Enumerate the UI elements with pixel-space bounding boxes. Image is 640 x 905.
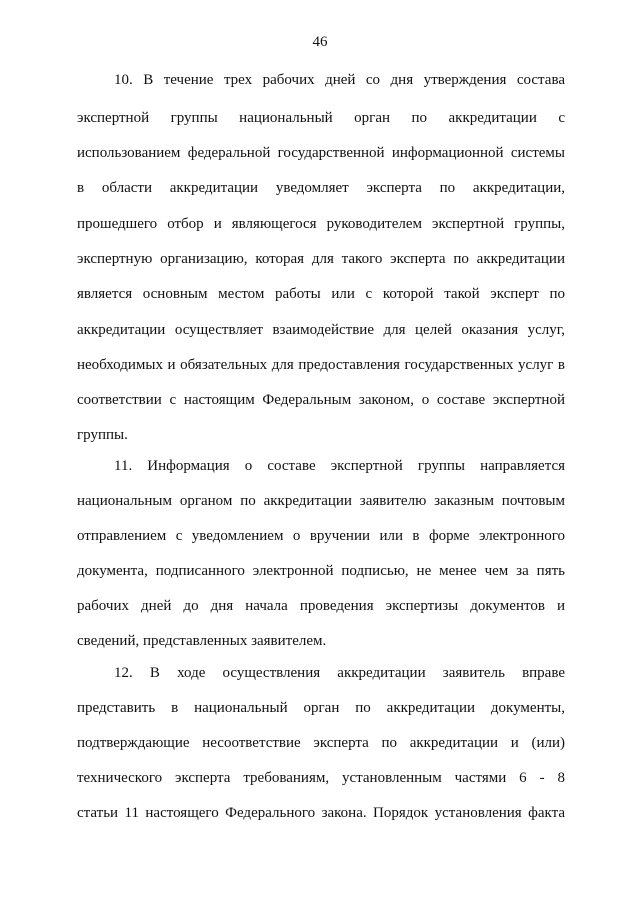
text-line: подтверждающие несоответствие эксперта по аккредитации и (или) <box>77 735 565 751</box>
text-line: 12. В ходе осуществления аккредитации заявитель вправе <box>114 665 565 681</box>
text-line: в области аккредитации уведомляет эксперта по аккредитации, <box>77 180 565 196</box>
text-line: соответствии с настоящим Федеральным законом, о составе экспертной <box>77 392 565 408</box>
text-line: аккредитации осуществляет взаимодействие для целей оказания услуг, <box>77 322 565 338</box>
text-line: прошедшего отбор и являющегося руководителем экспертной группы, <box>77 216 565 232</box>
text-line: сведений, представленных заявителем. <box>77 633 327 649</box>
text-line: документа, подписанного электронной подписью, не менее чем за пять <box>77 563 565 579</box>
text-line: группы. <box>77 427 128 443</box>
text-line: экспертной группы национальный орган по аккредитации с <box>77 110 565 126</box>
text-line: экспертную организацию, которая для такого эксперта по аккредитации <box>77 251 565 267</box>
text-line: представить в национальный орган по аккредитации документы, <box>77 700 565 716</box>
text-line: 10. В течение трех рабочих дней со дня утверждения состава <box>114 72 565 88</box>
text-line: является основным местом работы или с которой такой эксперт по <box>77 286 565 302</box>
text-line: рабочих дней до дня начала проведения экспертизы документов и <box>77 598 565 614</box>
text-line: национальным органом по аккредитации заявителю заказным почтовым <box>77 493 565 509</box>
text-line: необходимых и обязательных для предоставления государственных услуг в <box>77 357 565 373</box>
text-line: 11. Информация о составе экспертной группы направляется <box>114 458 565 474</box>
text-line: статьи 11 настоящего Федерального закона. Порядок установления факта <box>77 805 565 821</box>
text-line: технического эксперта требованиям, установленным частями 6 - 8 <box>77 770 565 786</box>
text-line: отправлением с уведомлением о вручении или в форме электронного <box>77 528 565 544</box>
text-line: использованием федеральной государственной информационной системы <box>77 145 565 161</box>
page-number: 46 <box>312 34 328 50</box>
